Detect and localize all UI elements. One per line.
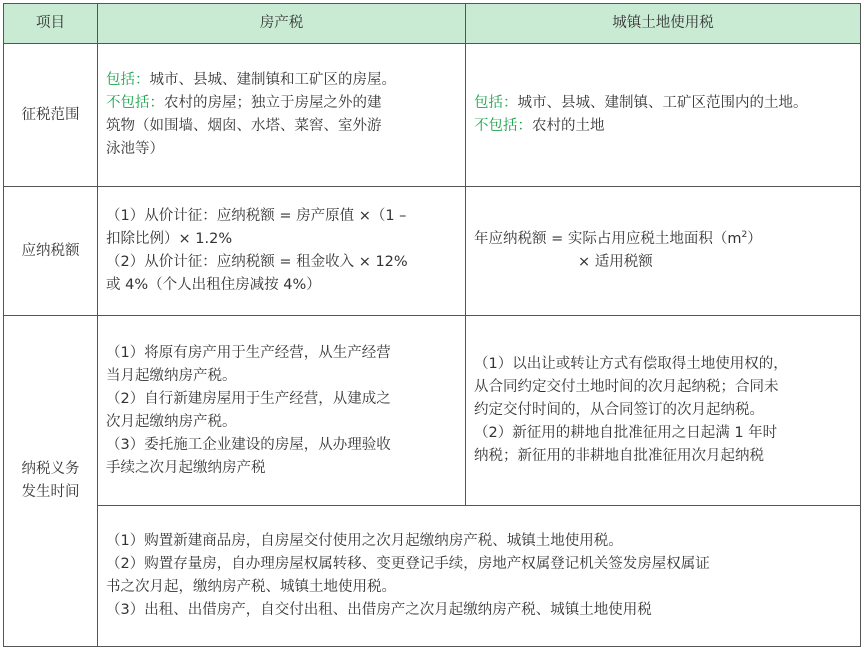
land-include-line [474,92,852,115]
shared-timing-line: （1）购置新建商品房，自房屋交付使用之次月起缴纳房产税、城镇土地使用税。 [106,533,623,549]
land-timing-line: （2）新征用的耕地自批准征用之日起满 1 年时 [474,425,778,441]
property-timing-line: 当月起缴纳房产税。 [106,367,237,384]
row-timing-shared [4,506,861,647]
land-include-text: 城市、县城、建制镇、工矿区范围内的土地。 [517,95,808,111]
tax-comparison-table [3,3,861,647]
include-keyword: 包括： [474,95,518,111]
row-label-timing-1: 纳税义务 [21,461,80,477]
cell-land-tax-amount [466,187,861,316]
property-amount-line: 或 4%（个人出租住房减按 4%） [106,277,321,293]
shared-timing-line: （2）购置存量房，自办理房屋权属转移、变更登记手续，房地产权属登记机关签发房屋权属证 [106,556,710,572]
land-timing-line: 纳税；新征用的非耕地自批准征用次月起纳税 [474,448,764,464]
property-exclude-text-1: 农村的房屋；独立于房屋之外的建 [164,95,382,111]
property-timing-line: （2）自行新建房屋用于生产经营，从建成之 [106,390,391,407]
land-amount-line-1 [474,228,852,251]
cell-shared-timing [98,506,861,647]
property-exclude-text-3: 泳池等） [106,141,164,157]
land-exclude-text: 农村的土地 [532,118,605,134]
cell-property-timing [98,316,466,506]
row-scope [4,44,861,187]
row-label-timing [4,316,98,647]
land-timing-line: 约定交付时间的，从合同签订的次月起纳税。 [474,402,764,418]
land-exclude-line [474,115,852,138]
property-timing-line: （3）委托施工企业建设的房屋，从办理验收 [106,436,391,453]
cell-land-timing [466,316,861,506]
land-amount-close: ） [747,231,762,247]
cell-property-scope [98,44,466,187]
land-amount-formula: 年应纳税额 = 实际占用应税土地面积（m [474,231,742,247]
shared-timing-line: （3）出租、出借房产，自交付出租、出借房产之次月起缴纳房产税、城镇土地使用税 [106,602,652,618]
shared-timing-line: 书之次月起，缴纳房产税、城镇土地使用税。 [106,579,396,595]
land-amount-line-2: × 适用税额 [578,254,653,270]
property-amount-line: （2）从价计征：应纳税额 = 租金收入 × 12% [106,254,408,270]
row-label-timing-2: 发生时间 [21,484,80,500]
land-timing-line: （1）以出让或转让方式有偿取得土地使用权的， [474,356,788,372]
property-amount-line: （1）从价计征：应纳税额 = 房产原值 ×（1 – [106,208,407,224]
header-property-tax: 房产税 [98,4,466,44]
header-row [4,4,861,44]
property-exclude-line [106,92,457,115]
cell-property-tax-amount [98,187,466,316]
property-timing-line: 次月起缴纳房产税。 [106,413,237,430]
property-amount-line: 扣除比例）× 1.2% [106,231,233,247]
property-exclude-text-2: 筑物（如围墙、烟囱、水塔、菜窖、室外游 [106,118,382,134]
superscript-2: 2 [741,230,748,241]
row-tax-amount [4,187,861,316]
row-label-tax-amount: 应纳税额 [4,187,98,316]
property-include-text: 城市、县城、建制镇和工矿区的房屋。 [149,72,396,88]
property-include-line [106,69,457,92]
property-timing-line: （1）将原有房产用于生产经营，从生产经营 [106,344,391,361]
land-timing-line: 从合同约定交付土地时间的次月起纳税；合同未 [474,379,779,395]
cell-land-scope [466,44,861,187]
comparison-table-container [3,3,861,647]
exclude-keyword: 不包括： [106,95,164,111]
header-item: 项目 [4,4,98,44]
row-timing-specific [4,316,861,506]
include-keyword: 包括： [106,72,150,88]
exclude-keyword: 不包括： [474,118,532,134]
row-label-scope: 征税范围 [4,44,98,187]
property-timing-line: 手续之次月起缴纳房产税 [106,459,266,476]
header-land-use-tax: 城镇土地使用税 [466,4,861,44]
